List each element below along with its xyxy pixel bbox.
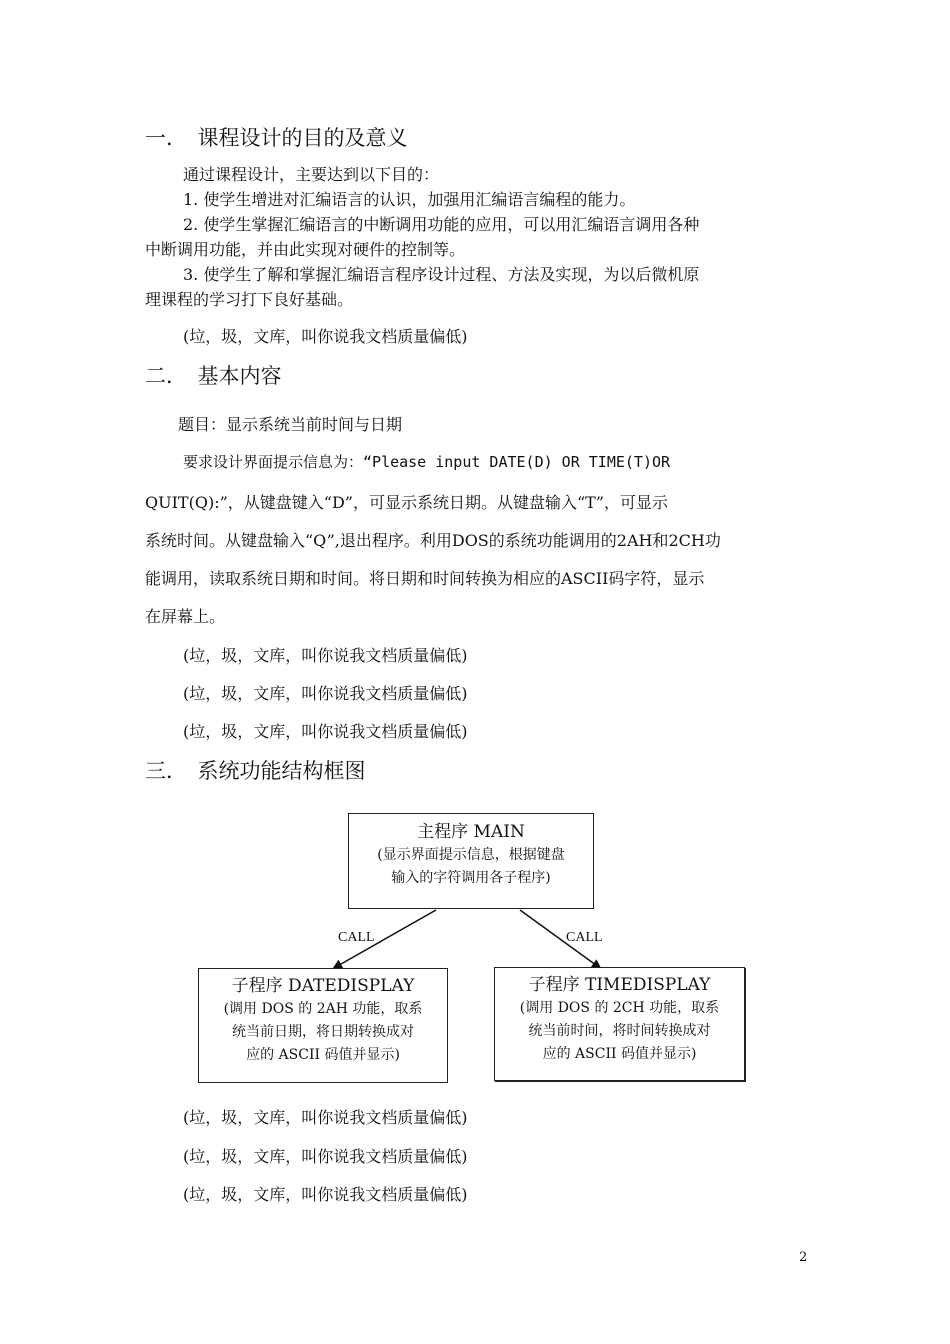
date-display-title: 子程序 DATEDISPLAY — [231, 976, 415, 996]
section-2-requirement-line-4: 能调用，读取系统日期和时间。将日期和时间转换为相应的ASCII码字符，显示 — [145, 569, 705, 588]
section-2-heading: 二． 基本内容 — [145, 364, 282, 388]
section-1-item-3-line-1: 3. 使学生了解和掌握汇编语言程序设计过程、方法及实现，为以后微机原 — [183, 265, 700, 284]
section-2-note: (垃，圾，文库，叫你说我文档质量偏低) — [183, 684, 468, 703]
section-2-requirement-line-5: 在屏幕上。 — [145, 607, 226, 626]
time-display-box — [494, 967, 745, 1081]
page-number: 2 — [799, 1250, 808, 1265]
date-display-box — [198, 968, 448, 1083]
section-2-note: (垃，圾，文库，叫你说我文档质量偏低) — [183, 646, 468, 665]
section-3-note: (垃，圾，文库，叫你说我文档质量偏低) — [183, 1147, 468, 1166]
call-label-right: CALL — [566, 930, 603, 945]
section-2-topic: 题目：显示系统当前时间与日期 — [178, 415, 403, 434]
section-3-heading: 三． 系统功能结构框图 — [145, 759, 366, 783]
section-3-note: (垃，圾，文库，叫你说我文档质量偏低) — [183, 1185, 468, 1204]
main-program-title: 主程序 MAIN — [417, 822, 525, 842]
main-program-description: (显示界面提示信息，根据键盘 — [377, 847, 565, 863]
time-display-description: 统当前时间，将时间转换成对 — [528, 1023, 711, 1039]
main-program-box — [348, 813, 594, 909]
date-display-description: 应的 ASCII 码值并显示) — [246, 1047, 400, 1063]
date-display-description: 统当前日期，将日期转换成对 — [232, 1024, 414, 1040]
section-1-item-3-line-2: 理课程的学习打下良好基础。 — [145, 290, 354, 309]
section-2-requirement-line-2: QUIT(Q):”，从键盘键入“D”，可显示系统日期。从键盘输入“T”，可显示 — [145, 493, 668, 512]
section-2-requirement-line-3: 系统时间。从键盘输入“Q”,退出程序。利用DOS的系统功能调用的2AH和2CH功 — [145, 531, 721, 550]
section-1-item-2-line-1: 2. 使学生掌握汇编语言的中断调用功能的应用，可以用汇编语言调用各种 — [183, 215, 700, 234]
call-label-left: CALL — [338, 930, 375, 945]
section-1-item-2-line-2: 中断调用功能，并由此实现对硬件的控制等。 — [145, 240, 466, 259]
section-1-item-1: 1. 使学生增进对汇编语言的认识，加强用汇编语言编程的能力。 — [183, 190, 636, 209]
main-program-description: 输入的字符调用各子程序) — [391, 870, 551, 886]
date-display-description: (调用 DOS 的 2AH 功能，取系 — [223, 1001, 423, 1017]
section-1-heading: 一． 课程设计的目的及意义 — [145, 126, 408, 150]
time-display-description: 应的 ASCII 码值并显示) — [542, 1046, 697, 1062]
time-display-description: (调用 DOS 的 2CH 功能，取系 — [519, 1000, 720, 1016]
section-1-note: (垃，圾，文库，叫你说我文档质量偏低) — [183, 327, 468, 346]
section-2-requirement-line-1: 要求设计界面提示信息为：“Please input DATE(D) OR TIME(T)OR — [183, 453, 671, 471]
section-2-note: (垃，圾，文库，叫你说我文档质量偏低) — [183, 722, 468, 741]
time-display-title: 子程序 TIMEDISPLAY — [528, 975, 711, 995]
section-1-intro: 通过课程设计，主要达到以下目的： — [183, 165, 440, 184]
section-3-note: (垃，圾，文库，叫你说我文档质量偏低) — [183, 1108, 468, 1127]
